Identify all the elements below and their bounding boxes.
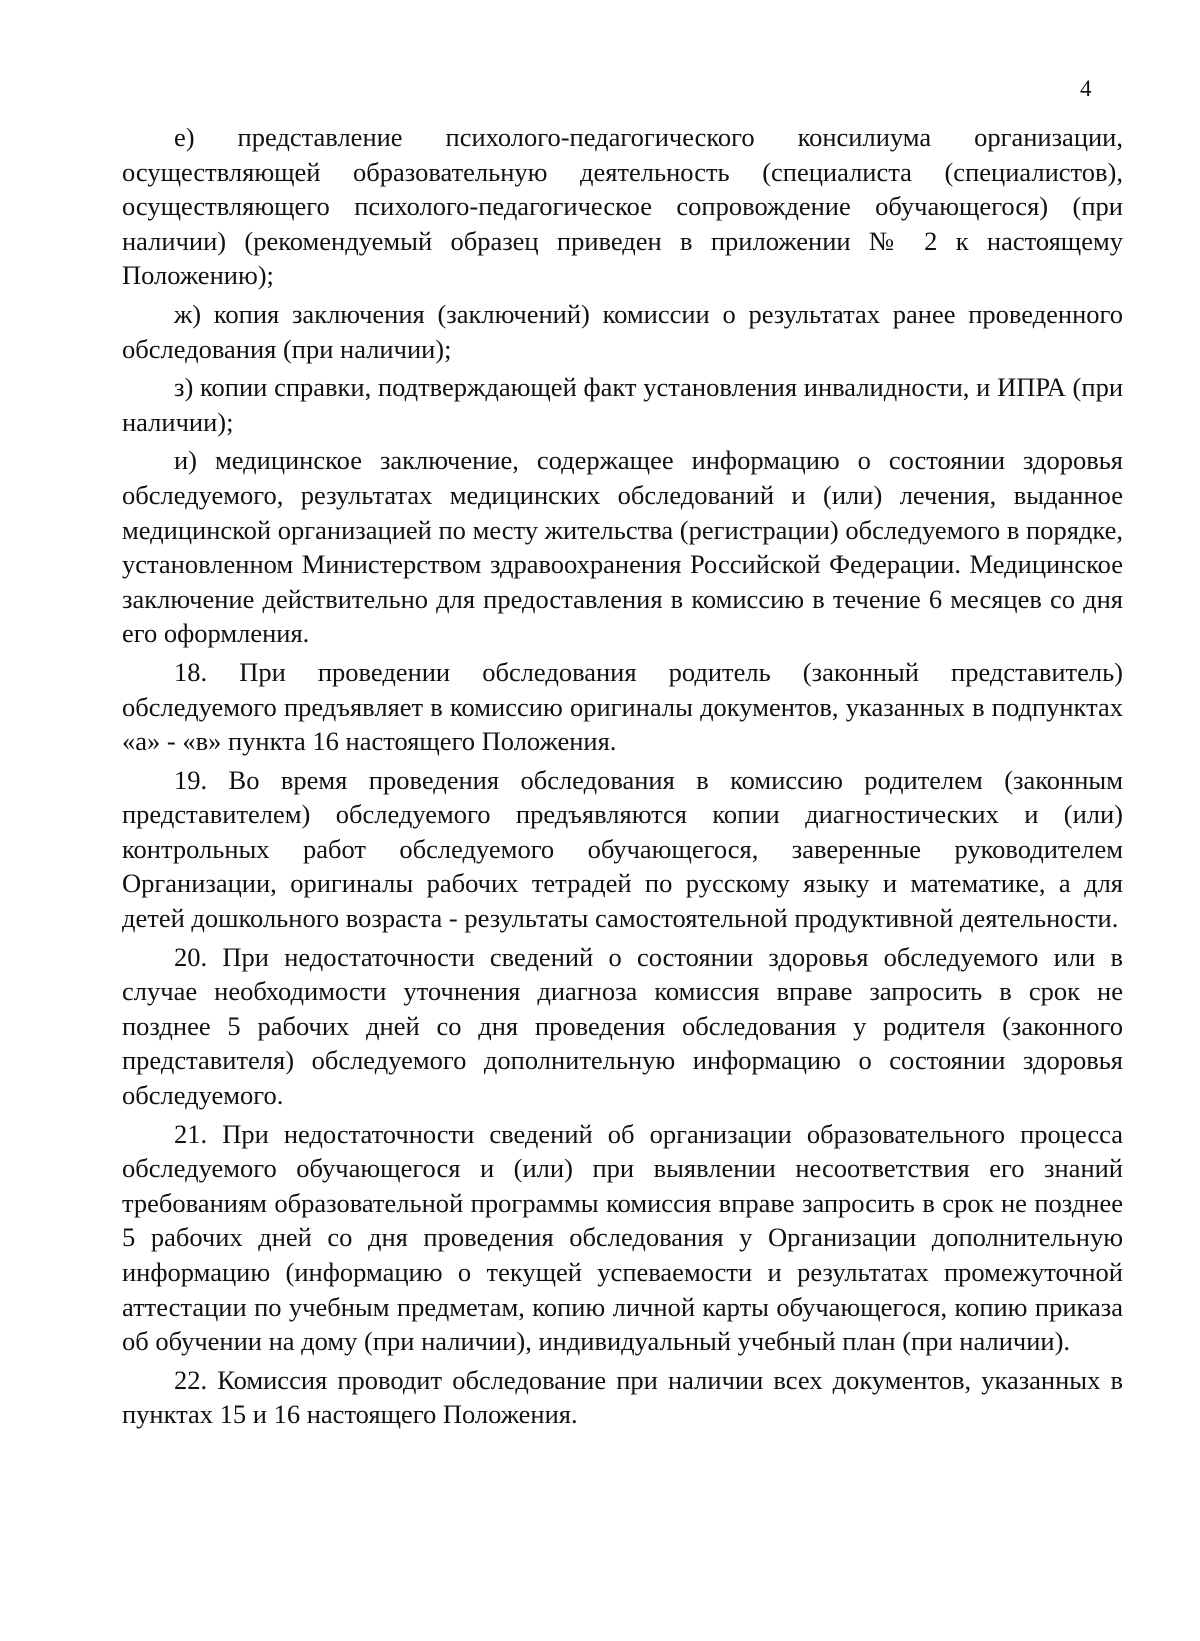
paragraph-clause-19: 19. Во время проведения обследования в комиссию родителем (законным представителем) обследуемого предъявляются копии диагностических и (или) контрольных работ обследуемого обучающегося, заверенные руководителем Организации, оригиналы рабочих тетрадей по русскому языку и математике, а для детей дошкольного возраста - результаты самостоятельной продуктивной деятельности. bbox=[122, 764, 1123, 934]
paragraph-item-i: и) медицинское заключение, содержащее информацию о состоянии здоровья обследуемого, результатах медицинских обследований и (или) лечения, выданное медицинской организацией по месту жительства (регистрации) обследуемого в порядке, установленном Министерством здравоохранения Российской Федерации. Медицинское заключение действительно для предоставления в комиссию в течение 6 месяцев со дня его оформления. bbox=[122, 445, 1123, 649]
page-number: 4 bbox=[1080, 76, 1092, 101]
paragraph-clause-18: 18. При проведении обследования родитель (законный представитель) обследуемого предъявляет в комиссию оригиналы документов, указанных в подпунктах «а» - «в» пункта 16 настоящего Положения. bbox=[122, 656, 1123, 757]
document-body bbox=[122, 120, 1123, 1436]
paragraph-clause-22: 22. Комиссия проводит обследование при наличии всех документов, указанных в пунктах 15 и 16 настоящего Положения. bbox=[122, 1364, 1123, 1430]
paragraph-clause-21: 21. При недостаточности сведений об организации образовательного процесса обследуемого обучающегося и (или) при выявлении несоответствия его знаний требованиям образовательной программы комиссия вправе запросить в срок не позднее 5 рабочих дней со дня проведения обследования у Организации дополнительную информацию (информацию о текущей успеваемости и результатах промежуточной аттестации по учебным предметам, копию личной карты обучающегося, копию приказа об обучении на дому (при наличии), индивидуальный учебный план (при наличии). bbox=[122, 1118, 1123, 1357]
paragraph-clause-20: 20. При недостаточности сведений о состоянии здоровья обследуемого или в случае необходимости уточнения диагноза комиссия вправе запросить в срок не позднее 5 рабочих дней со дня проведения обследования у родителя (законного представителя) обследуемого дополнительную информацию о состоянии здоровья обследуемого. bbox=[122, 941, 1123, 1111]
paragraph-item-z: з) копии справки, подтверждающей факт установления инвалидности, и ИПРА (при наличии); bbox=[122, 372, 1123, 437]
paragraph-item-zh: ж) копия заключения (заключений) комиссии о результатах ранее проведенного обследования (при наличии); bbox=[122, 298, 1123, 364]
paragraph-item-e: е) представление психолого-педагогического консилиума организации, осуществляющей образовательную деятельность (специалиста (специалистов), осуществляющего психолого-педагогическое сопровождение обучающегося) (при наличии) (рекомендуемый образец приведен в приложении № 2 к настоящему Положению); bbox=[122, 122, 1123, 291]
